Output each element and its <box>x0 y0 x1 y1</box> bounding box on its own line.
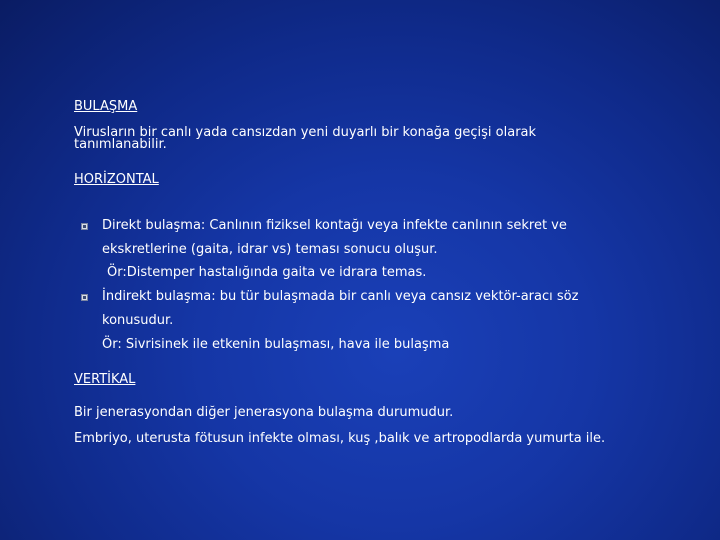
hollow-square-bullet-icon <box>81 223 88 230</box>
heading-bulasma: BULAŞMA <box>74 99 138 114</box>
heading-vertical: VERTİKAL <box>74 372 136 387</box>
indirect-transmission-line-2: konusudur. <box>102 313 174 328</box>
direct-transmission-line-2: ekskretlerine (gaita, idrar vs) teması sonucu oluşur. <box>102 242 438 257</box>
vertical-line-2: Embriyo, uterusta fötusun infekte olması, kuş ,balık ve artropodlarda yumurta ile. <box>74 431 606 446</box>
direct-transmission-example: Ör:Distemper hastalığında gaita ve idrara temas. <box>107 265 427 280</box>
heading-horizontal: HORİZONTAL <box>74 172 159 187</box>
hollow-square-bullet-icon <box>81 294 88 301</box>
direct-transmission-line-1: Direkt bulaşma: Canlının fiziksel kontağı veya infekte canlının sekret ve <box>102 218 567 233</box>
definition-line-2: tanımlanabilir. <box>74 137 167 152</box>
vertical-line-1: Bir jenerasyondan diğer jenerasyona bulaşma durumudur. <box>74 405 454 420</box>
indirect-transmission-example: Ör: Sivrisinek ile etkenin bulaşması, hava ile bulaşma <box>102 337 450 352</box>
definition-line-1: Virusların bir canlı yada cansızdan yeni duyarlı bir konağa geçişi olarak <box>74 125 537 140</box>
indirect-transmission-line-1: İndirekt bulaşma: bu tür bulaşmada bir canlı veya cansız vektör-aracı söz <box>102 289 579 304</box>
